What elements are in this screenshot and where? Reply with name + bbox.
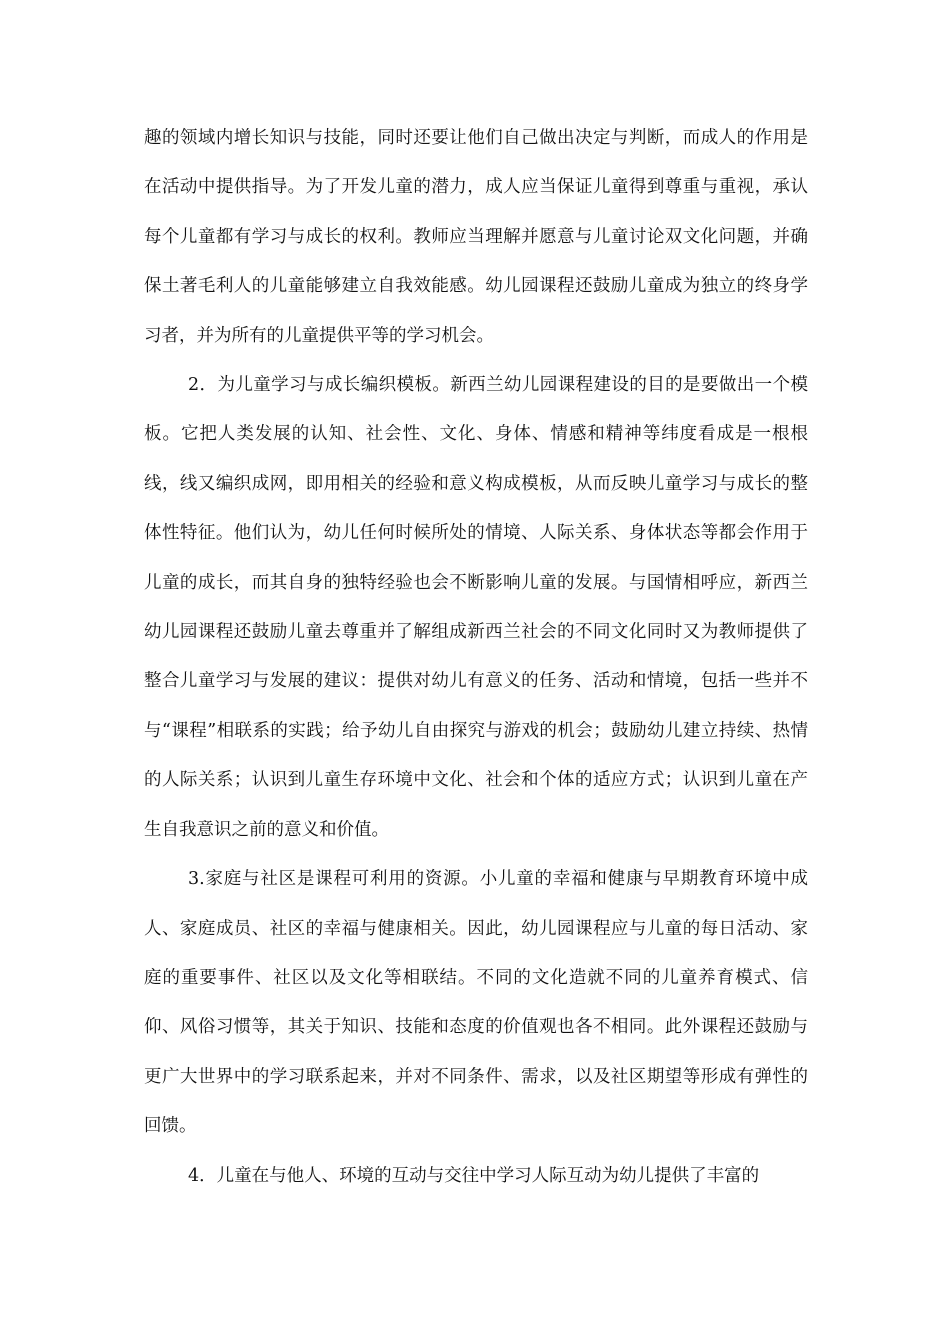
paragraph-continuation: 趣的领域内增长知识与技能，同时还要让他们自己做出决定与判断，而成人的作用是在活动中提供指导。为了开发儿童的潜力，成人应当保证儿童得到尊重与重视，承认每个儿童都有学习与成长的权利。教师应当理解并愿意与儿童讨论双文化问题，并确保土著毛利人的儿童能够建立自我效能感。幼儿园课程还鼓励儿童成为独立的终身学习者，并为所有的儿童提供平等的学习机会。: [144, 128, 808, 346]
document-body: [144, 114, 808, 1201]
paragraph-point-4: 4．儿童在与他人、环境的互动与交往中学习人际互动为幼儿提供了丰富的: [188, 1165, 760, 1186]
paragraph-point-3: 3.家庭与社区是课程可利用的资源。小儿童的幸福和健康与早期教育环境中成人、家庭成员、社区的幸福与健康相关。因此，幼儿园课程应与儿童的每日活动、家庭的重要事件、社区以及文化等相联结。不同的文化造就不同的儿童养育模式、信仰、风俗习惯等，其关于知识、技能和态度的价值观也各不相同。此外课程还鼓励与更广大世界中的学习联系起来，并对不同条件、需求，以及社区期望等形成有弹性的回馈。: [144, 869, 808, 1137]
paragraph-point-2: 2．为儿童学习与成长编织模板。新西兰幼儿园课程建设的目的是要做出一个模板。它把人类发展的认知、社会性、文化、身体、情感和精神等纬度看成是一根根线，线又编织成网，即用相关的经验和意义构成模板，从而反映儿童学习与成长的整体性特征。他们认为，幼儿任何时候所处的情境、人际关系、身体状态等都会作用于儿童的成长，而其自身的独特经验也会不断影响儿童的发展。与国情相呼应，新西兰幼儿园课程还鼓励儿童去尊重并了解组成新西兰社会的不同文化同时又为教师提供了整合儿童学习与发展的建议：提供对幼儿有意义的任务、活动和情境，包括一些并不与“课程”相联系的实践；给予幼儿自由探究与游戏的机会；鼓励幼儿建立持续、热情的人际关系；认识到儿童生存环境中文化、社会和个体的适应方式；认识到儿童在产生自我意识之前的意义和价值。: [144, 375, 808, 840]
